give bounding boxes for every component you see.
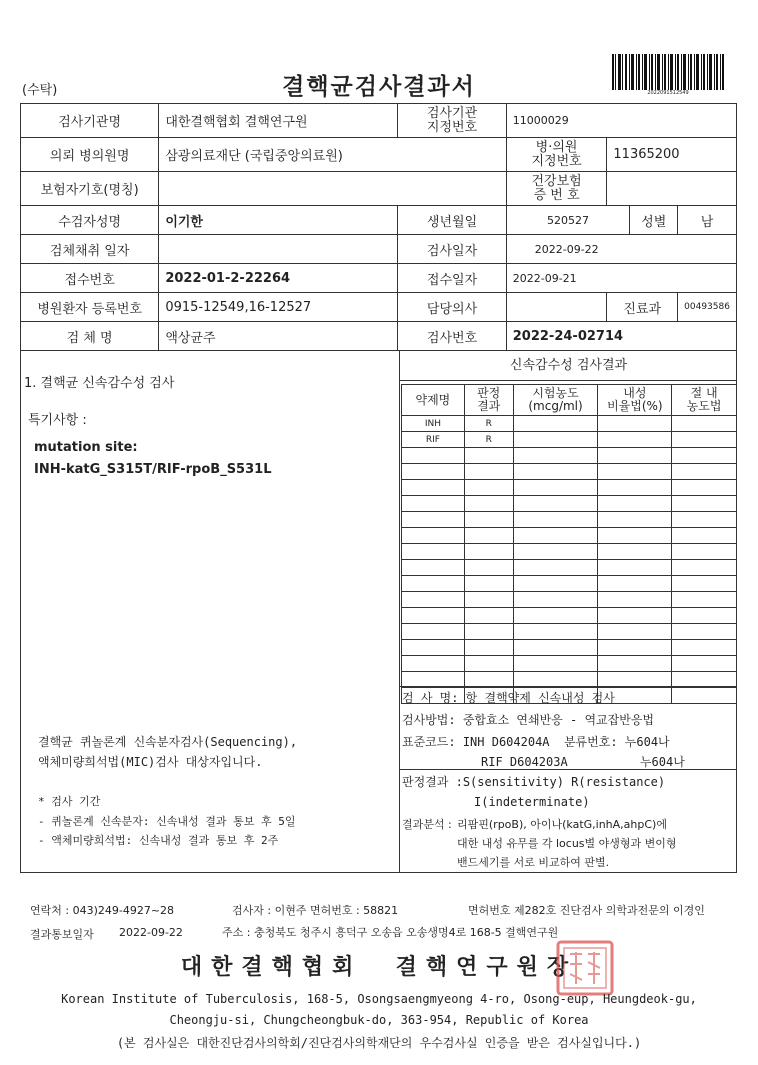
sex-label: 성별 xyxy=(630,206,678,235)
results-cell xyxy=(598,576,672,592)
results-cell xyxy=(672,512,737,528)
results-cell xyxy=(464,464,513,480)
sex-value: 남 xyxy=(678,206,737,235)
org-code-value: 11000029 xyxy=(506,104,736,138)
method-test-method: 검사방법: 중합효소 연쇄반응 - 역교잡반응법 xyxy=(402,713,655,727)
results-cell xyxy=(464,608,513,624)
certification-note: (본 검사실은 대한진단검사의학회/진단검사의학재단의 우수검사실 인증을 받은 검사실입니다.) xyxy=(116,1036,642,1050)
verdict: 판정결과 :S(sensitivity) R(resistance) xyxy=(402,775,666,789)
results-row xyxy=(402,432,737,448)
analysis-label: 결과분석 : xyxy=(402,818,452,831)
address-english-2: Cheongju-si, Chungcheongbuk-do, 363-954, Republic of Korea xyxy=(169,1013,589,1027)
doctor-value xyxy=(506,293,607,322)
footer-license: 면허번호 제282호 진단검사 의학과전문의 이경인 xyxy=(468,904,705,917)
results-table xyxy=(401,384,737,704)
results-empty-row xyxy=(402,576,737,592)
results-cell xyxy=(402,560,465,576)
period-line-2: - 액체미량희석법: 신속내성 결과 통보 후 2주 xyxy=(38,834,279,847)
header-verdict: 판정 결과 xyxy=(464,385,513,416)
birth-label: 생년월일 xyxy=(398,206,506,235)
results-empty-row xyxy=(402,528,737,544)
results-cell xyxy=(464,448,513,464)
section-title: 1. 결핵균 신속감수성 검사 xyxy=(24,376,175,391)
results-cell xyxy=(672,480,737,496)
receipt-no-label: 접수번호 xyxy=(21,264,159,293)
results-empty-row xyxy=(402,496,737,512)
results-cell xyxy=(464,496,513,512)
results-cell xyxy=(598,480,672,496)
results-empty-row xyxy=(402,480,737,496)
specimen-label: 검 체 명 xyxy=(21,322,159,351)
results-cell xyxy=(598,464,672,480)
analysis-line-3: 밴드세기를 서로 비교하여 판별. xyxy=(457,856,610,869)
hospital-value: 삼광의료재단 (국립중앙의료원) xyxy=(159,138,506,172)
results-cell xyxy=(598,528,672,544)
results-empty-row xyxy=(402,656,737,672)
results-header-row xyxy=(402,385,737,416)
results-cell xyxy=(464,512,513,528)
note-line-1: 결핵균 퀴놀론계 신속분자검사(Sequencing), xyxy=(38,735,298,749)
results-cell xyxy=(672,528,737,544)
analysis-line-1: 리팜핀(rpoB), 아이나(katG,inhA,ahpC)에 xyxy=(457,818,667,831)
results-cell xyxy=(513,592,598,608)
footer-address: 주소 : 충청북도 청주시 흥덕구 오송읍 오송생명4로 168-5 결핵연구원 xyxy=(222,926,559,939)
insurance-value xyxy=(159,172,506,206)
results-empty-row xyxy=(402,624,737,640)
results-cell xyxy=(513,496,598,512)
results-cell xyxy=(402,592,465,608)
results-cell xyxy=(464,624,513,640)
results-title: 신속감수성 검사결과 xyxy=(399,351,737,381)
results-cell xyxy=(598,496,672,512)
results-cell: RIF xyxy=(402,432,465,448)
results-cell xyxy=(464,576,513,592)
results-cell xyxy=(672,640,737,656)
verdict-2: I(indeterminate) xyxy=(474,795,590,809)
receipt-no-value: 2022-01-2-22264 xyxy=(159,264,398,293)
results-cell xyxy=(402,528,465,544)
period-title: * 검사 기간 xyxy=(38,795,101,808)
results-cell xyxy=(672,576,737,592)
results-cell xyxy=(672,448,737,464)
results-cell: INH xyxy=(402,416,465,432)
results-cell xyxy=(598,512,672,528)
results-cell xyxy=(513,560,598,576)
results-cell xyxy=(402,576,465,592)
dept-value: 00493586 xyxy=(678,293,737,322)
results-empty-row xyxy=(402,592,737,608)
patient-value: 이기한 xyxy=(159,206,398,235)
results-cell xyxy=(598,640,672,656)
footer-contact: 연락처 : 043)249-4927~28 xyxy=(30,904,175,917)
results-cell xyxy=(513,528,598,544)
results-cell xyxy=(464,640,513,656)
document-title: 결핵균검사결과서 xyxy=(282,74,476,100)
results-cell xyxy=(513,416,598,432)
results-cell xyxy=(672,624,737,640)
results-cell xyxy=(598,448,672,464)
barcode-number: 2022091512549 xyxy=(647,90,689,96)
results-cell xyxy=(402,608,465,624)
collect-value xyxy=(159,235,398,264)
institute-name: 대한결핵협회 결핵연구원장 xyxy=(180,954,578,980)
results-cell xyxy=(672,592,737,608)
method-std-code-2: RIF D604203A 누604나 xyxy=(481,755,685,769)
vertical-divider xyxy=(399,350,400,873)
results-cell xyxy=(402,544,465,560)
results-empty-row xyxy=(402,448,737,464)
results-cell xyxy=(598,656,672,672)
results-cell xyxy=(464,560,513,576)
results-cell xyxy=(672,560,737,576)
footer-examiner: 검사자 : 이현주 면허번호 : 58821 xyxy=(232,904,399,917)
dept-label: 진료과 xyxy=(607,293,678,322)
mutation-label: mutation site: xyxy=(34,440,138,455)
method-test-name: 검 사 명: 항 결핵약제 신속내성 검사 xyxy=(402,691,615,705)
address-english-1: Korean Institute of Tuberculosis, 168-5, Osongsaengmyeong 4-ro, Osong-eup, Heungdeok-gu, xyxy=(61,992,697,1006)
results-cell xyxy=(402,496,465,512)
results-cell xyxy=(598,608,672,624)
results-cell xyxy=(513,480,598,496)
results-cell xyxy=(464,656,513,672)
results-cell xyxy=(598,624,672,640)
results-cell xyxy=(672,496,737,512)
results-cell xyxy=(402,448,465,464)
results-cell xyxy=(513,512,598,528)
results-cell xyxy=(672,416,737,432)
results-cell xyxy=(513,656,598,672)
test-date-value: 2022-09-22 xyxy=(506,235,736,264)
results-cell xyxy=(598,432,672,448)
reg-no-value: 0915-12549,16-12527 xyxy=(159,293,398,322)
footer-notify-date: 2022-09-22 xyxy=(119,926,183,939)
period-line-1: - 퀴놀론계 신속분자: 신속내성 결과 통보 후 5일 xyxy=(38,815,296,828)
org-code-label: 검사기관 지정번호 xyxy=(398,104,506,138)
results-cell xyxy=(598,416,672,432)
method-mid-line xyxy=(399,769,737,770)
results-cell xyxy=(672,688,737,704)
header-absolute: 절 내 농도법 xyxy=(672,385,737,416)
receipt-date-value: 2022-09-21 xyxy=(506,264,736,293)
results-cell xyxy=(402,640,465,656)
org-label: 검사기관명 xyxy=(21,104,159,138)
header-proportion: 내성 비율법(%) xyxy=(598,385,672,416)
results-cell xyxy=(402,624,465,640)
hospital-code-value: 11365200 xyxy=(607,138,737,172)
results-cell xyxy=(598,592,672,608)
header-concentration: 시험농도 (mcg/ml) xyxy=(513,385,598,416)
official-seal xyxy=(556,940,614,996)
results-cell xyxy=(402,656,465,672)
hospital-label: 의뢰 병의원명 xyxy=(21,138,159,172)
results-cell xyxy=(513,608,598,624)
header-drug: 약제명 xyxy=(402,385,465,416)
results-cell xyxy=(513,432,598,448)
results-cell xyxy=(464,544,513,560)
results-cell xyxy=(464,480,513,496)
results-cell xyxy=(513,640,598,656)
health-code-value xyxy=(607,172,737,206)
doctor-label: 담당의사 xyxy=(398,293,506,322)
results-cell: R xyxy=(464,416,513,432)
results-cell xyxy=(513,544,598,560)
results-cell xyxy=(464,528,513,544)
insurance-label: 보험자기호(명칭) xyxy=(21,172,159,206)
reg-no-label: 병원환자 등록번호 xyxy=(21,293,159,322)
test-no-label: 검사번호 xyxy=(398,322,506,351)
results-empty-row xyxy=(402,640,737,656)
org-value: 대한결핵협회 결핵연구원 xyxy=(159,104,398,138)
hospital-code-label: 병·의원 지정번호 xyxy=(506,138,607,172)
results-empty-row xyxy=(402,560,737,576)
analysis-line-2: 대한 내성 유무를 각 locus별 야생형과 변이형 xyxy=(457,837,677,850)
results-cell xyxy=(464,592,513,608)
method-std-code: 표준코드: INH D604204A 분류번호: 누604나 xyxy=(402,735,670,749)
results-cell xyxy=(402,512,465,528)
health-code-label: 건강보험 증 번 호 xyxy=(506,172,607,206)
collect-label: 검체채취 일자 xyxy=(21,235,159,264)
results-cell xyxy=(513,464,598,480)
test-date-label: 검사일자 xyxy=(398,235,506,264)
results-cell: R xyxy=(464,432,513,448)
results-empty-row xyxy=(402,608,737,624)
barcode xyxy=(612,54,724,90)
results-cell xyxy=(672,608,737,624)
results-cell xyxy=(672,656,737,672)
results-cell xyxy=(513,624,598,640)
results-cell xyxy=(672,544,737,560)
receipt-date-label: 접수일자 xyxy=(398,264,506,293)
results-empty-row xyxy=(402,544,737,560)
test-no-value: 2022-24-02714 xyxy=(506,322,736,351)
results-cell xyxy=(402,464,465,480)
specimen-value: 액상균주 xyxy=(159,322,398,351)
document-type: (수탁) xyxy=(22,83,58,98)
results-cell xyxy=(598,544,672,560)
info-table xyxy=(20,103,737,351)
special-label: 특기사항 : xyxy=(28,413,87,428)
birth-value: 520527 xyxy=(506,206,630,235)
method-top-line xyxy=(399,686,737,687)
results-empty-row xyxy=(402,512,737,528)
results-empty-row xyxy=(402,464,737,480)
results-cell xyxy=(402,480,465,496)
mutation-value: INH-katG_S315T/RIF-rpoB_S531L xyxy=(34,462,272,477)
note-line-2: 액체미량희석법(MIC)검사 대상자입니다. xyxy=(38,755,263,769)
results-cell xyxy=(672,432,737,448)
results-cell xyxy=(598,560,672,576)
patient-label: 수검자성명 xyxy=(21,206,159,235)
results-row xyxy=(402,416,737,432)
footer-notify-label: 결과통보일자 xyxy=(30,928,94,941)
results-cell xyxy=(672,464,737,480)
results-cell xyxy=(513,448,598,464)
results-cell xyxy=(513,576,598,592)
